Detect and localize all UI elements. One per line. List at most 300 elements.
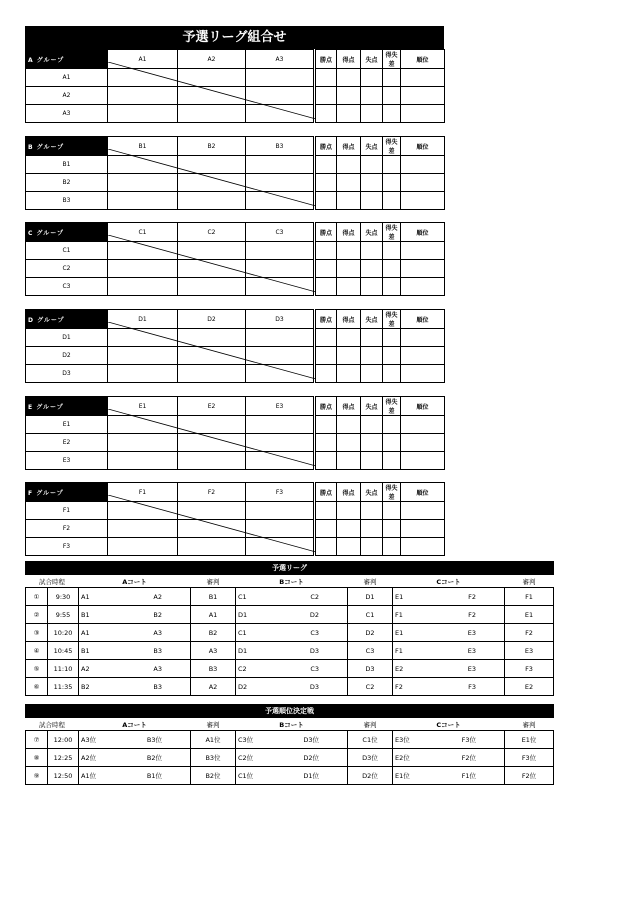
away-team: B2 (153, 610, 162, 619)
result-cell[interactable] (108, 192, 178, 210)
match-pair (79, 749, 191, 767)
result-cell[interactable] (178, 538, 246, 556)
home-team: F1 (395, 646, 403, 655)
stat-cell[interactable] (383, 452, 401, 470)
referee-header: 審判 (348, 718, 393, 731)
stat-cell[interactable] (316, 105, 337, 123)
stat-cell[interactable] (383, 192, 401, 210)
stat-cell[interactable] (316, 278, 337, 296)
result-cell[interactable] (178, 278, 246, 296)
match-pair (236, 588, 348, 606)
stat-cell[interactable] (361, 87, 383, 105)
stat-cell[interactable] (383, 347, 401, 365)
stat-cell[interactable] (337, 416, 361, 434)
away-team: B2位 (146, 754, 162, 762)
row-team: F2 (26, 520, 108, 538)
result-cell[interactable] (108, 174, 178, 192)
match-time: 12:00 (48, 731, 79, 749)
home-team: D2 (238, 682, 248, 691)
stat-header: 得点 (337, 310, 361, 329)
home-team: D1 (238, 646, 248, 655)
stat-cell[interactable] (337, 260, 361, 278)
result-cell[interactable] (246, 502, 314, 520)
stat-cell[interactable] (401, 365, 445, 383)
home-team: F1 (395, 610, 403, 619)
stat-cell[interactable] (401, 278, 445, 296)
match-pair (236, 767, 348, 785)
referee-team: F2位 (505, 767, 554, 785)
result-cell[interactable] (246, 434, 314, 452)
group-table-5 (25, 482, 445, 556)
referee-team: B2位 (191, 767, 236, 785)
result-cell[interactable] (178, 260, 246, 278)
result-cell[interactable] (178, 156, 246, 174)
court-header: Aコート (79, 718, 191, 731)
result-cell[interactable] (246, 278, 314, 296)
column-team: A1 (108, 50, 178, 69)
away-team: E3 (467, 664, 476, 673)
stat-cell[interactable] (337, 452, 361, 470)
result-cell[interactable] (178, 502, 246, 520)
result-cell[interactable] (108, 416, 178, 434)
stat-cell[interactable] (337, 242, 361, 260)
referee-team: C2 (348, 678, 393, 696)
stat-header: 勝点 (316, 310, 337, 329)
stat-header: 得点 (337, 397, 361, 416)
stat-cell[interactable] (316, 242, 337, 260)
result-cell[interactable] (246, 520, 314, 538)
home-team: C1位 (238, 772, 254, 780)
row-team: A2 (26, 87, 108, 105)
column-team: D1 (108, 310, 178, 329)
stat-cell[interactable] (383, 260, 401, 278)
stat-cell[interactable] (361, 520, 383, 538)
stat-cell[interactable] (401, 416, 445, 434)
stat-cell[interactable] (361, 69, 383, 87)
result-cell[interactable] (108, 278, 178, 296)
stat-cell[interactable] (316, 69, 337, 87)
referee-team: C1位 (348, 731, 393, 749)
home-team: E3位 (395, 736, 410, 744)
stat-cell[interactable] (401, 156, 445, 174)
group-table-4 (25, 396, 445, 470)
stat-cell[interactable] (361, 242, 383, 260)
match-pair (236, 642, 348, 660)
stat-cell[interactable] (316, 538, 337, 556)
away-team: B1位 (146, 772, 162, 780)
referee-team: B3位 (191, 749, 236, 767)
group-name: F グループ (26, 483, 108, 502)
result-cell[interactable] (108, 242, 178, 260)
referee-team: D3位 (348, 749, 393, 767)
match-pair (236, 624, 348, 642)
stat-cell[interactable] (337, 329, 361, 347)
group-table-2 (25, 222, 445, 296)
stat-cell[interactable] (383, 278, 401, 296)
referee-team: A1位 (191, 731, 236, 749)
match-pair (79, 731, 191, 749)
stat-cell[interactable] (401, 502, 445, 520)
away-team: D3位 (303, 736, 319, 744)
result-cell[interactable] (246, 365, 314, 383)
home-team: A1 (81, 628, 90, 637)
home-team: E1 (395, 592, 404, 601)
stat-cell[interactable] (361, 416, 383, 434)
stat-cell[interactable] (383, 520, 401, 538)
row-team: E3 (26, 452, 108, 470)
match-pair (393, 749, 505, 767)
away-team: F3 (468, 682, 476, 691)
match-pair (79, 767, 191, 785)
stat-cell[interactable] (361, 434, 383, 452)
result-cell[interactable] (108, 347, 178, 365)
referee-team: A1 (191, 606, 236, 624)
stat-cell[interactable] (361, 452, 383, 470)
row-team: C1 (26, 242, 108, 260)
match-pair (393, 678, 505, 696)
stat-header: 順位 (401, 137, 445, 156)
page-title: 予選リーグ組合せ (25, 26, 444, 49)
home-team: B1 (81, 646, 90, 655)
match-number: ⑥ (26, 678, 48, 696)
away-team: F3位 (461, 736, 476, 744)
result-cell[interactable] (108, 434, 178, 452)
match-pair (393, 642, 505, 660)
referee-team: E2 (505, 678, 554, 696)
match-number: ⑦ (26, 731, 48, 749)
result-cell[interactable] (178, 69, 246, 87)
column-team: D2 (178, 310, 246, 329)
result-cell[interactable] (108, 520, 178, 538)
match-number: ⑤ (26, 660, 48, 678)
stat-cell[interactable] (401, 242, 445, 260)
referee-team: F3 (505, 660, 554, 678)
home-team: A1位 (81, 772, 97, 780)
stat-cell[interactable] (361, 278, 383, 296)
stat-header: 得点 (337, 50, 361, 69)
match-time: 9:55 (48, 606, 79, 624)
home-team: B1 (81, 610, 90, 619)
column-team: B2 (178, 137, 246, 156)
result-cell[interactable] (178, 192, 246, 210)
match-time: 12:25 (48, 749, 79, 767)
home-team: E1位 (395, 772, 410, 780)
row-team: C3 (26, 278, 108, 296)
stat-header: 失点 (361, 50, 383, 69)
stat-cell[interactable] (316, 434, 337, 452)
stat-cell[interactable] (337, 105, 361, 123)
row-team: A3 (26, 105, 108, 123)
match-pair (393, 624, 505, 642)
result-cell[interactable] (108, 87, 178, 105)
stat-cell[interactable] (316, 192, 337, 210)
match-pair (393, 731, 505, 749)
result-cell[interactable] (178, 365, 246, 383)
group-table-3 (25, 309, 445, 383)
column-team: C1 (108, 223, 178, 242)
group-table-1 (25, 136, 445, 210)
column-team: F2 (178, 483, 246, 502)
referee-team: B2 (191, 624, 236, 642)
stat-cell[interactable] (361, 156, 383, 174)
referee-header: 審判 (348, 575, 393, 588)
stat-cell[interactable] (401, 87, 445, 105)
stat-cell[interactable] (316, 452, 337, 470)
referee-team: D2位 (348, 767, 393, 785)
match-pair (79, 642, 191, 660)
stat-cell[interactable] (383, 416, 401, 434)
home-team: D1 (238, 610, 248, 619)
stat-cell[interactable] (383, 69, 401, 87)
stat-cell[interactable] (337, 434, 361, 452)
stat-cell[interactable] (383, 329, 401, 347)
stat-header: 順位 (401, 50, 445, 69)
away-team: D1位 (303, 772, 319, 780)
stat-cell[interactable] (361, 365, 383, 383)
column-team: E1 (108, 397, 178, 416)
stat-cell[interactable] (383, 365, 401, 383)
result-cell[interactable] (246, 105, 314, 123)
result-cell[interactable] (108, 260, 178, 278)
time-header: 試合時程 (26, 718, 79, 731)
result-cell[interactable] (178, 242, 246, 260)
stat-cell[interactable] (383, 87, 401, 105)
result-cell[interactable] (246, 69, 314, 87)
stat-header: 得点 (337, 223, 361, 242)
stat-cell[interactable] (316, 416, 337, 434)
group-name: D グループ (26, 310, 108, 329)
stat-cell[interactable] (337, 69, 361, 87)
result-cell[interactable] (108, 502, 178, 520)
result-cell[interactable] (108, 105, 178, 123)
result-cell[interactable] (246, 192, 314, 210)
home-team: E1 (395, 628, 404, 637)
result-cell[interactable] (178, 87, 246, 105)
result-cell[interactable] (246, 156, 314, 174)
stat-cell[interactable] (337, 156, 361, 174)
home-team: A1 (81, 592, 90, 601)
result-cell[interactable] (178, 174, 246, 192)
match-time: 11:35 (48, 678, 79, 696)
stat-cell[interactable] (401, 452, 445, 470)
referee-header: 審判 (191, 718, 236, 731)
stat-cell[interactable] (401, 520, 445, 538)
home-team: A3位 (81, 736, 97, 744)
stat-header: 得失差 (383, 310, 401, 329)
stat-cell[interactable] (316, 502, 337, 520)
away-team: D3 (309, 682, 319, 691)
home-team: C2位 (238, 754, 254, 762)
stat-cell[interactable] (401, 105, 445, 123)
row-team: D1 (26, 329, 108, 347)
match-number: ② (26, 606, 48, 624)
row-team: C2 (26, 260, 108, 278)
stat-cell[interactable] (316, 347, 337, 365)
result-cell[interactable] (178, 416, 246, 434)
column-team: F3 (246, 483, 314, 502)
referee-team: B1 (191, 588, 236, 606)
stat-cell[interactable] (383, 174, 401, 192)
result-cell[interactable] (178, 347, 246, 365)
result-cell[interactable] (246, 329, 314, 347)
result-cell[interactable] (246, 87, 314, 105)
stat-cell[interactable] (383, 242, 401, 260)
column-team: D3 (246, 310, 314, 329)
away-team: B3位 (146, 736, 162, 744)
result-cell[interactable] (178, 105, 246, 123)
referee-team: C3 (348, 642, 393, 660)
stat-cell[interactable] (401, 174, 445, 192)
result-cell[interactable] (178, 520, 246, 538)
row-team: B1 (26, 156, 108, 174)
away-team: D2 (309, 610, 319, 619)
away-team: F2 (468, 610, 476, 619)
referee-team: D1 (348, 588, 393, 606)
stat-cell[interactable] (337, 365, 361, 383)
stat-cell[interactable] (316, 329, 337, 347)
match-number: ③ (26, 624, 48, 642)
result-cell[interactable] (246, 538, 314, 556)
stat-cell[interactable] (337, 502, 361, 520)
match-pair (79, 606, 191, 624)
stat-cell[interactable] (337, 87, 361, 105)
stat-header: 勝点 (316, 50, 337, 69)
stat-cell[interactable] (337, 520, 361, 538)
row-team: E2 (26, 434, 108, 452)
stat-header: 失点 (361, 137, 383, 156)
home-team: A2 (81, 664, 90, 673)
stat-header: 失点 (361, 223, 383, 242)
stat-cell[interactable] (361, 502, 383, 520)
away-team: F2 (468, 592, 476, 601)
result-cell[interactable] (178, 452, 246, 470)
column-team: E2 (178, 397, 246, 416)
stat-cell[interactable] (337, 278, 361, 296)
result-cell[interactable] (246, 452, 314, 470)
result-cell[interactable] (246, 174, 314, 192)
away-team: D3 (309, 646, 319, 655)
referee-team: E1位 (505, 731, 554, 749)
stat-cell[interactable] (401, 329, 445, 347)
stat-header: 勝点 (316, 137, 337, 156)
stat-header: 勝点 (316, 397, 337, 416)
stat-cell[interactable] (316, 156, 337, 174)
referee-team: E3 (505, 642, 554, 660)
stat-cell[interactable] (361, 260, 383, 278)
row-team: B2 (26, 174, 108, 192)
home-team: F2 (395, 682, 403, 691)
result-cell[interactable] (108, 452, 178, 470)
stat-cell[interactable] (401, 260, 445, 278)
result-cell[interactable] (246, 242, 314, 260)
stat-header: 勝点 (316, 223, 337, 242)
final-schedule-table (25, 704, 554, 785)
match-pair (236, 731, 348, 749)
stat-cell[interactable] (361, 192, 383, 210)
group-name: E グループ (26, 397, 108, 416)
home-team: E2 (395, 664, 404, 673)
result-cell[interactable] (108, 156, 178, 174)
result-cell[interactable] (108, 69, 178, 87)
stat-cell[interactable] (316, 520, 337, 538)
stat-cell[interactable] (337, 192, 361, 210)
stat-cell[interactable] (383, 105, 401, 123)
stat-header: 順位 (401, 483, 445, 502)
stat-cell[interactable] (383, 502, 401, 520)
stat-cell[interactable] (401, 434, 445, 452)
referee-team: C1 (348, 606, 393, 624)
stat-cell[interactable] (361, 329, 383, 347)
result-cell[interactable] (108, 329, 178, 347)
stat-cell[interactable] (316, 174, 337, 192)
row-team: D2 (26, 347, 108, 365)
stat-header: 得失差 (383, 397, 401, 416)
referee-team: E1 (505, 606, 554, 624)
court-header: Aコート (79, 575, 191, 588)
stat-cell[interactable] (383, 434, 401, 452)
result-cell[interactable] (108, 538, 178, 556)
stat-cell[interactable] (361, 538, 383, 556)
stat-cell[interactable] (383, 538, 401, 556)
stat-cell[interactable] (337, 174, 361, 192)
stat-cell[interactable] (337, 538, 361, 556)
stat-cell[interactable] (316, 87, 337, 105)
away-team: E3 (467, 646, 476, 655)
stat-cell[interactable] (401, 347, 445, 365)
stat-header: 失点 (361, 310, 383, 329)
stat-cell[interactable] (383, 156, 401, 174)
column-team: A2 (178, 50, 246, 69)
match-time: 10:20 (48, 624, 79, 642)
result-cell[interactable] (246, 347, 314, 365)
result-cell[interactable] (178, 329, 246, 347)
match-pair (393, 606, 505, 624)
stat-cell[interactable] (361, 174, 383, 192)
match-pair (236, 660, 348, 678)
stat-cell[interactable] (316, 260, 337, 278)
match-pair (79, 588, 191, 606)
court-header: Bコート (236, 718, 348, 731)
group-name: A グループ (26, 50, 108, 69)
result-cell[interactable] (178, 434, 246, 452)
stat-cell[interactable] (316, 365, 337, 383)
result-cell[interactable] (246, 260, 314, 278)
away-team: F2位 (461, 754, 476, 762)
result-cell[interactable] (246, 416, 314, 434)
referee-team: A3 (191, 642, 236, 660)
stat-cell[interactable] (401, 538, 445, 556)
away-team: B3 (153, 682, 162, 691)
away-team: F1位 (461, 772, 476, 780)
stat-cell[interactable] (361, 105, 383, 123)
match-pair (393, 660, 505, 678)
group-name: C グループ (26, 223, 108, 242)
column-team: C3 (246, 223, 314, 242)
stat-cell[interactable] (361, 347, 383, 365)
stat-cell[interactable] (401, 69, 445, 87)
stat-cell[interactable] (337, 347, 361, 365)
stat-header: 得点 (337, 483, 361, 502)
result-cell[interactable] (108, 365, 178, 383)
home-team: E2位 (395, 754, 410, 762)
stat-header: 得失差 (383, 50, 401, 69)
stat-cell[interactable] (401, 192, 445, 210)
match-time: 12:50 (48, 767, 79, 785)
row-team: F1 (26, 502, 108, 520)
away-team: E3 (467, 628, 476, 637)
row-team: E1 (26, 416, 108, 434)
match-time: 9:30 (48, 588, 79, 606)
